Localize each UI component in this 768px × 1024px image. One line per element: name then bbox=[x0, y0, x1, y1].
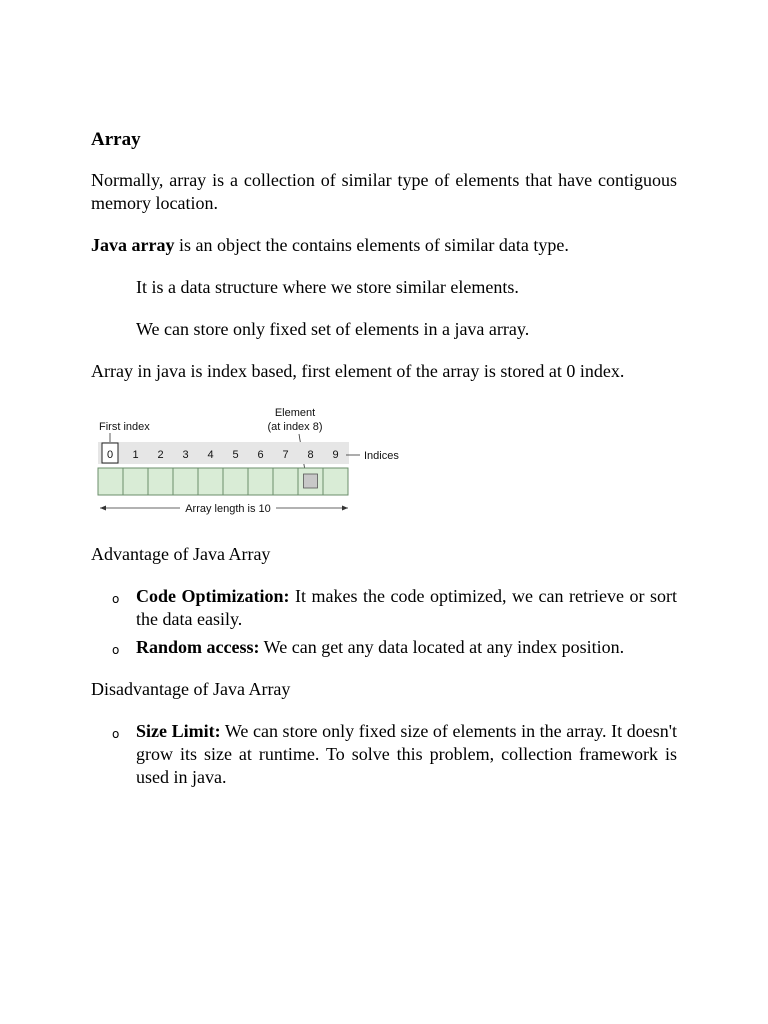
index-label: 5 bbox=[232, 449, 239, 461]
index-label: 9 bbox=[332, 449, 339, 461]
index-label: 8 bbox=[307, 449, 314, 461]
java-array-paragraph bbox=[91, 234, 677, 257]
highlighted-element bbox=[304, 474, 318, 488]
array-cells bbox=[98, 468, 348, 495]
length-arrow-left bbox=[100, 506, 106, 511]
advantage-heading: Advantage of Java Array bbox=[91, 544, 271, 564]
indented-line-1: It is a data structure where we store similar elements. bbox=[136, 277, 519, 297]
disadvantage-term-1: Size Limit: bbox=[136, 721, 221, 741]
array-cell bbox=[173, 468, 198, 495]
array-cell bbox=[248, 468, 273, 495]
advantage-term-1: Code Optimization: bbox=[136, 586, 290, 606]
first-index-label: First index bbox=[99, 421, 150, 433]
index-label: 2 bbox=[157, 449, 164, 461]
disadvantage-item-1 bbox=[136, 720, 677, 789]
advantage-bullet-1: o bbox=[112, 592, 120, 606]
index-labels bbox=[132, 449, 338, 461]
indented-line-2: We can store only fixed set of elements in a java array. bbox=[136, 319, 530, 339]
array-cell bbox=[273, 468, 298, 495]
array-cell bbox=[98, 468, 123, 495]
disadvantage-text-1: We can store only fixed size of elements in the array. It doesn't grow its size at runtime. To solve this problem, collection framework is used in java. bbox=[136, 721, 677, 787]
array-diagram bbox=[90, 396, 420, 524]
java-array-definition: is an object the contains elements of similar data type. bbox=[174, 235, 569, 255]
length-arrow-right bbox=[342, 506, 348, 511]
advantage-item-2 bbox=[136, 636, 677, 659]
advantage-item-1 bbox=[136, 585, 677, 631]
advantage-bullet-2: o bbox=[112, 643, 120, 657]
index-label: 1 bbox=[132, 449, 139, 461]
index-note-paragraph: Array in java is index based, first element of the array is stored at 0 index. bbox=[91, 361, 625, 381]
element-label-line2: (at index 8) bbox=[267, 421, 323, 433]
array-cell bbox=[123, 468, 148, 495]
advantage-text-2: We can get any data located at any index position. bbox=[259, 637, 625, 657]
array-cell bbox=[148, 468, 173, 495]
intro-paragraph: Normally, array is a collection of similar type of elements that have contiguous memory location. bbox=[91, 170, 677, 213]
advantage-text-1: It makes the code optimized, we can retrieve or sort the data easily. bbox=[136, 586, 677, 629]
index-label: 3 bbox=[182, 449, 189, 461]
index-label: 6 bbox=[257, 449, 264, 461]
length-label: Array length is 10 bbox=[185, 503, 271, 515]
java-array-term: Java array bbox=[91, 235, 175, 255]
array-cell bbox=[323, 468, 348, 495]
advantage-term-2: Random access: bbox=[136, 637, 260, 657]
index-label: 4 bbox=[207, 449, 214, 461]
first-index-value: 0 bbox=[106, 449, 114, 461]
disadvantage-heading: Disadvantage of Java Array bbox=[91, 679, 291, 699]
index-label: 7 bbox=[282, 449, 289, 461]
disadvantage-bullet-1: o bbox=[112, 727, 120, 741]
indices-label: Indices bbox=[364, 450, 399, 462]
page-title: Array bbox=[91, 129, 141, 150]
array-cell bbox=[198, 468, 223, 495]
element-label-line1: Element bbox=[274, 407, 316, 419]
array-cell bbox=[223, 468, 248, 495]
